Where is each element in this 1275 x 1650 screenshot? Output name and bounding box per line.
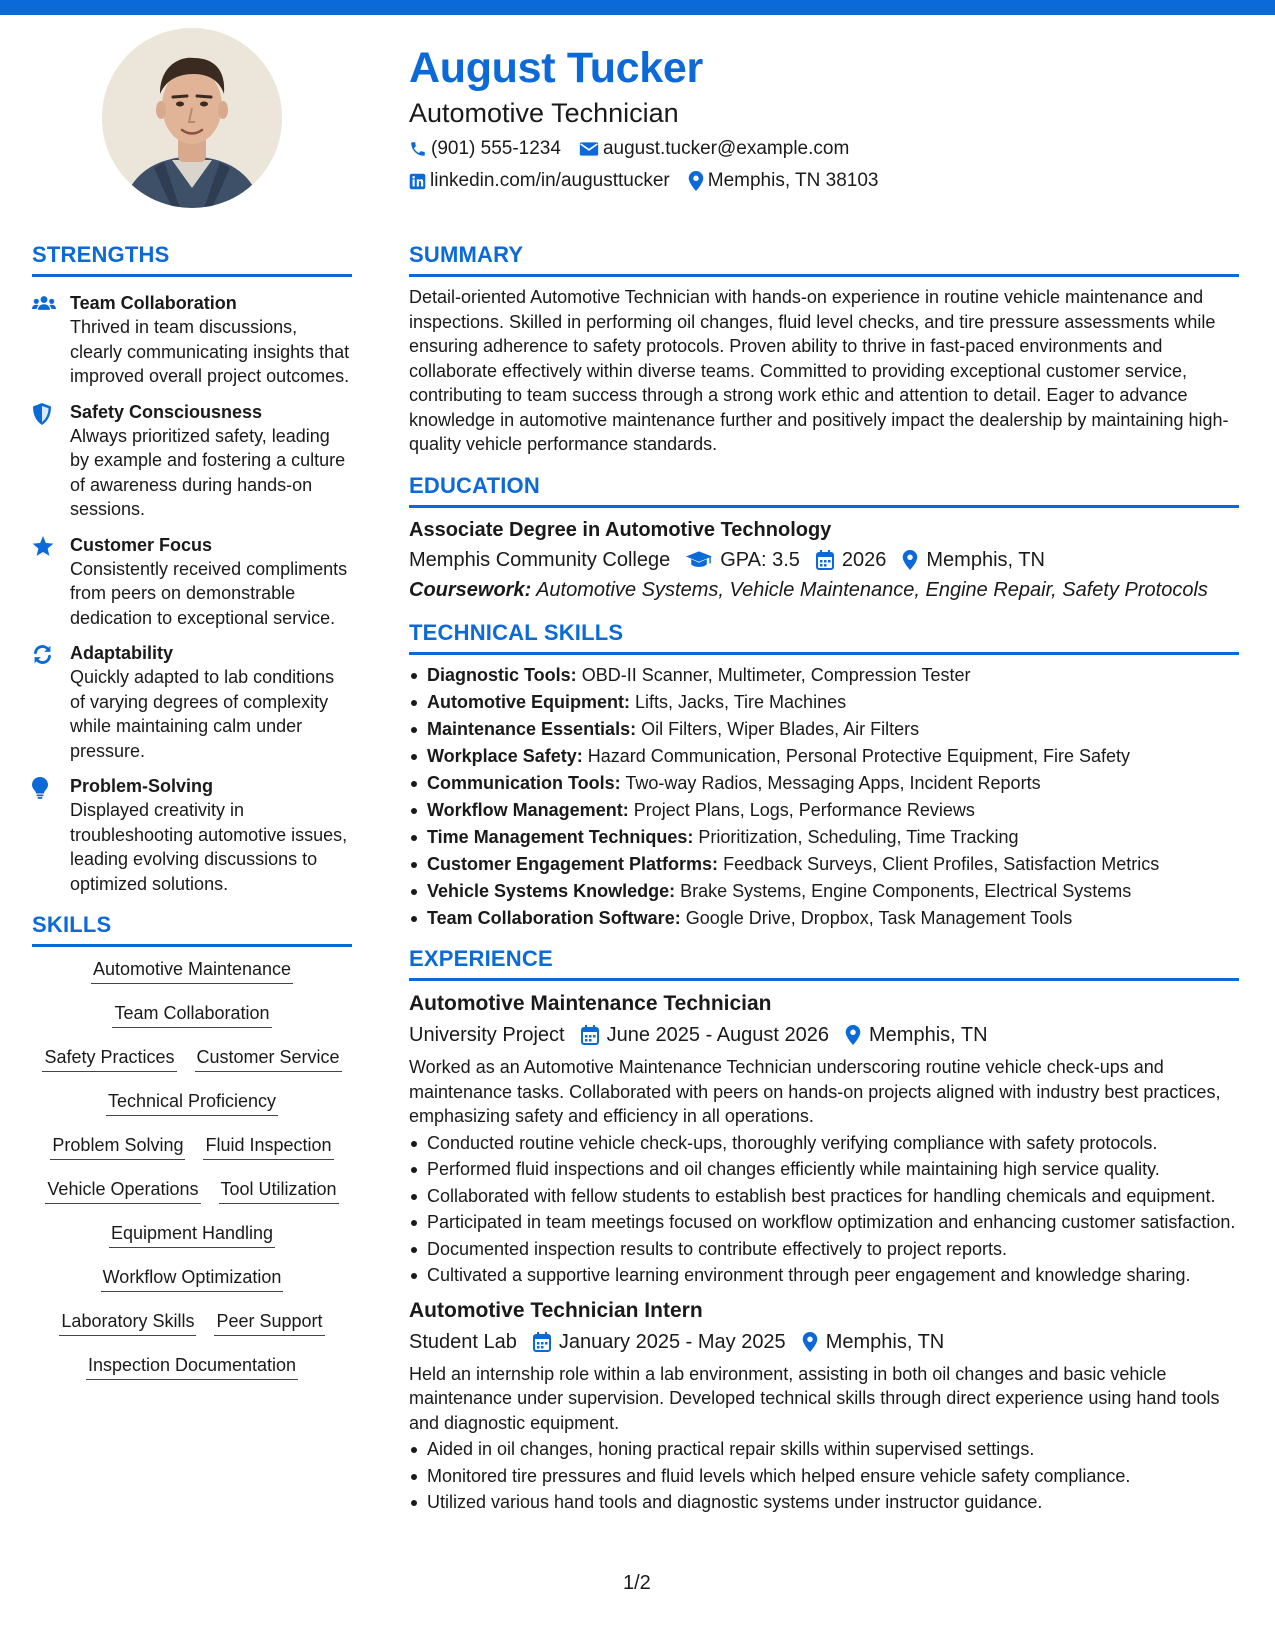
technical-skills-rule	[409, 652, 1239, 655]
technical-skills-heading: TECHNICAL SKILLS	[409, 619, 624, 645]
skill-label: Time Management Techniques:	[427, 826, 694, 847]
job-meta	[409, 1328, 1239, 1356]
strength-title: Team Collaboration	[70, 293, 237, 313]
skill-tag: Automotive Maintenance	[91, 957, 293, 984]
skill-tag: Equipment Handling	[109, 1221, 275, 1248]
refresh-icon	[32, 641, 70, 763]
graduation-cap-icon	[686, 551, 712, 569]
skill-row	[32, 1089, 352, 1116]
strength-item	[32, 641, 352, 763]
list-item: Monitored tire pressures and fluid levels which helped ensure vehicle safety compliance.	[409, 1464, 1239, 1489]
strength-title: Customer Focus	[70, 534, 213, 555]
skill-label: Workplace Safety:	[427, 745, 583, 766]
contact-location	[688, 168, 879, 194]
strengths-rule	[32, 274, 352, 277]
skill-row	[32, 1133, 352, 1160]
list-item: Aided in oil changes, honing practical repair skills within supervised settings.	[409, 1437, 1239, 1462]
skills-section	[32, 910, 352, 1380]
skill-label: Customer Engagement Platforms:	[427, 853, 719, 874]
skill-label: Communication Tools:	[427, 772, 621, 793]
contact-linkedin[interactable]	[409, 168, 670, 194]
experience-rule	[409, 978, 1239, 981]
skill-row	[32, 1001, 352, 1028]
skill-value: Hazard Communication, Personal Protective Equipment, Fire Safety	[587, 745, 1130, 766]
strength-item	[32, 291, 352, 389]
list-item	[409, 771, 1239, 796]
skill-value: Brake Systems, Engine Components, Electrical Systems	[680, 880, 1132, 901]
strength-desc: Quickly adapted to lab conditions of varying degrees of complexity while maintaining calm under pressure.	[70, 667, 335, 761]
list-item: Conducted routine vehicle check-ups, thoroughly verifying compliance with safety protocols.	[409, 1131, 1239, 1156]
skill-value: Lifts, Jacks, Tire Machines	[635, 691, 847, 712]
skills-heading: SKILLS	[32, 912, 112, 937]
strength-title: Safety Consciousness	[70, 401, 263, 422]
job-dates	[533, 1328, 786, 1356]
skill-tag: Inspection Documentation	[86, 1353, 298, 1380]
skill-row	[32, 1265, 352, 1292]
list-item	[409, 906, 1239, 931]
skill-label: Maintenance Essentials:	[427, 718, 637, 739]
skill-tag: Problem Solving	[50, 1133, 185, 1160]
map-pin-icon	[802, 1332, 818, 1352]
calendar-icon	[816, 550, 834, 570]
contact-phone[interactable]	[409, 136, 561, 162]
job-entry	[409, 989, 1239, 1288]
summary-rule	[409, 274, 1239, 277]
skills-tags	[32, 957, 352, 1380]
strength-title: Adaptability	[70, 643, 174, 663]
education-rule	[409, 505, 1239, 508]
job-title: Automotive Technician Intern	[409, 1298, 703, 1322]
skill-tag: Technical Proficiency	[106, 1089, 278, 1116]
list-item	[409, 852, 1239, 877]
skill-row	[32, 1177, 352, 1204]
strength-title: Problem-Solving	[70, 776, 214, 796]
strength-item	[32, 400, 352, 522]
skill-value: Google Drive, Dropbox, Task Management Tools	[685, 907, 1073, 928]
skill-tag: Laboratory Skills	[59, 1309, 196, 1336]
skill-value: Prioritization, Scheduling, Time Tracking	[698, 826, 1019, 847]
education-location	[902, 546, 1045, 574]
technical-skills-list	[409, 663, 1239, 931]
technical-skills-section	[409, 618, 1239, 931]
list-item: Collaborated with fellow students to establish best practices for handling chemicals and equipment.	[409, 1184, 1239, 1209]
skill-value: Oil Filters, Wiper Blades, Air Filters	[641, 718, 920, 739]
list-item	[409, 663, 1239, 688]
list-item	[409, 825, 1239, 850]
profile-photo	[102, 28, 282, 208]
skill-label: Automotive Equipment:	[427, 691, 630, 712]
job-bullets	[409, 1131, 1239, 1288]
users-icon	[32, 291, 70, 389]
skill-row	[32, 1221, 352, 1248]
job-location	[845, 1021, 988, 1049]
map-pin-icon	[688, 171, 704, 191]
dates-text: January 2025 - May 2025	[558, 1330, 786, 1353]
linkedin-icon	[409, 173, 426, 190]
list-item	[409, 798, 1239, 823]
list-item	[409, 717, 1239, 742]
list-item	[409, 879, 1239, 904]
skill-value: OBD-II Scanner, Multimeter, Compression Tester	[581, 664, 971, 685]
job-bullets	[409, 1437, 1239, 1515]
coursework-text: Automotive Systems, Vehicle Maintenance, Engine Repair, Safety Protocols	[536, 578, 1208, 601]
job-title: Automotive Maintenance Technician	[409, 992, 772, 1015]
phone-icon	[409, 140, 427, 158]
job-org: Student Lab	[409, 1330, 517, 1353]
skill-tag: Customer Service	[195, 1045, 342, 1072]
strength-item	[32, 533, 352, 631]
skill-label: Vehicle Systems Knowledge:	[427, 880, 676, 901]
list-item: Documented inspection results to contribute effectively to project reports.	[409, 1237, 1239, 1262]
job-description: Worked as an Automotive Maintenance Technician underscoring routine vehicle check-ups and maintenance tasks. Collaborated with peers on hands-on projects aligned with industry best practices, emphasizing safety and efficiency in all operations.	[409, 1057, 1221, 1126]
skill-tag: Vehicle Operations	[45, 1177, 200, 1204]
envelope-icon	[579, 141, 599, 157]
school-name: Memphis Community College	[409, 548, 671, 571]
skill-tag: Workflow Optimization	[101, 1265, 284, 1292]
dates-text: June 2025 - August 2026	[606, 1024, 830, 1046]
education-meta	[409, 546, 1239, 574]
education-year	[816, 546, 887, 574]
year-text: 2026	[841, 548, 887, 571]
map-pin-icon	[902, 550, 918, 570]
coursework	[409, 576, 1239, 604]
education-section	[409, 471, 1239, 604]
skill-row	[32, 957, 352, 984]
list-item	[409, 690, 1239, 715]
summary-heading: SUMMARY	[409, 242, 524, 267]
coursework-label: Coursework:	[409, 578, 532, 601]
contact-row-1	[409, 136, 1229, 162]
skill-tag: Fluid Inspection	[203, 1133, 333, 1160]
resume-header	[409, 40, 1229, 194]
list-item: Performed fluid inspections and oil changes efficiently while maintaining high service quality.	[409, 1157, 1239, 1182]
degree-title: Associate Degree in Automotive Technology	[409, 518, 832, 541]
skill-value: Project Plans, Logs, Performance Reviews	[633, 799, 975, 820]
skill-tag: Peer Support	[214, 1309, 324, 1336]
phone-text: (901) 555-1234	[431, 138, 561, 159]
skill-tag: Team Collaboration	[112, 1001, 271, 1028]
strengths-list	[32, 291, 352, 896]
page-number: 1/2	[623, 1572, 651, 1594]
location-text: Memphis, TN	[926, 548, 1045, 571]
candidate-title: Automotive Technician	[409, 98, 679, 128]
skill-value: Feedback Surveys, Client Profiles, Satisfaction Metrics	[723, 853, 1160, 874]
job-description: Held an internship role within a lab environment, assisting in both oil changes and basic vehicle maintenance under supervision. Developed technical skills through direct experience using hand tools and diagnostic equipment.	[409, 1363, 1220, 1433]
lightbulb-icon	[32, 774, 70, 896]
star-icon	[32, 533, 70, 631]
location-text: Memphis, TN	[825, 1330, 945, 1353]
location-text: Memphis, TN	[869, 1024, 988, 1046]
shield-icon	[32, 400, 70, 522]
skill-label: Workflow Management:	[427, 799, 629, 820]
right-column	[409, 240, 1239, 1517]
list-item	[409, 744, 1239, 769]
job-location	[802, 1328, 945, 1356]
contact-row-2	[409, 168, 1229, 194]
strength-item	[32, 774, 352, 896]
skill-tag: Tool Utilization	[219, 1177, 339, 1204]
skill-row	[32, 1353, 352, 1380]
experience-heading: EXPERIENCE	[409, 946, 553, 971]
experience-section	[409, 944, 1239, 1515]
email-text: august.tucker@example.com	[602, 138, 850, 159]
job-entry	[409, 1296, 1239, 1515]
map-pin-icon	[845, 1025, 861, 1045]
calendar-icon	[533, 1332, 551, 1352]
location-text: Memphis, TN 38103	[707, 170, 879, 191]
skill-value: Two-way Radios, Messaging Apps, Incident Reports	[625, 772, 1041, 793]
linkedin-text: linkedin.com/in/augusttucker	[430, 170, 670, 191]
skill-row	[32, 1045, 352, 1072]
skill-label: Diagnostic Tools:	[427, 664, 577, 685]
strengths-heading: STRENGTHS	[32, 242, 170, 267]
strength-desc: Consistently received compliments from peers on demonstrable dedication to exceptional service.	[70, 558, 348, 628]
gpa-text: GPA: 3.5	[720, 548, 800, 571]
list-item: Utilized various hand tools and diagnostic systems under instructor guidance.	[409, 1490, 1239, 1515]
education-gpa	[686, 546, 800, 574]
job-org: University Project	[409, 1024, 565, 1046]
calendar-icon	[581, 1025, 599, 1045]
summary-text: Detail-oriented Automotive Technician with hands-on experience in routine vehicle maintenance and inspections. Skilled in performing oil changes, fluid level checks, and tire pressure assessments while ensuring adherence to safety protocols. Proven ability to thrive in fast-paced environments and collaborate effectively within diverse teams. Committed to providing exceptional customer service, contributing to team success through a strong work ethic and attention to detail. Eager to advance knowledge in automotive maintenance further and positively impact the dealership by maintaining high-quality vehicle performance standards.	[409, 287, 1229, 454]
candidate-name: August Tucker	[409, 44, 703, 92]
education-heading: EDUCATION	[409, 472, 540, 498]
job-dates	[581, 1021, 829, 1049]
contact-email[interactable]	[579, 136, 849, 162]
list-item: Participated in team meetings focused on workflow optimization and enhancing customer satisfaction.	[409, 1210, 1239, 1235]
left-column	[32, 240, 352, 1397]
skill-tag: Safety Practices	[42, 1045, 176, 1072]
skill-label: Team Collaboration Software:	[427, 907, 681, 928]
list-item: Cultivated a supportive learning environment through peer engagement and knowledge sharing.	[409, 1263, 1239, 1288]
skills-rule	[32, 944, 352, 947]
skill-row	[32, 1309, 352, 1336]
job-meta	[409, 1021, 1239, 1049]
top-accent-bar	[0, 0, 1275, 15]
strength-desc: Always prioritized safety, leading by example and fostering a culture of awareness during hands-on sessions.	[70, 425, 346, 519]
strength-desc: Thrived in team discussions, clearly communicating insights that improved overall project outcomes.	[70, 317, 350, 386]
strength-desc: Displayed creativity in troubleshooting automotive issues, leading evolving discussions to optimized solutions.	[70, 800, 348, 894]
